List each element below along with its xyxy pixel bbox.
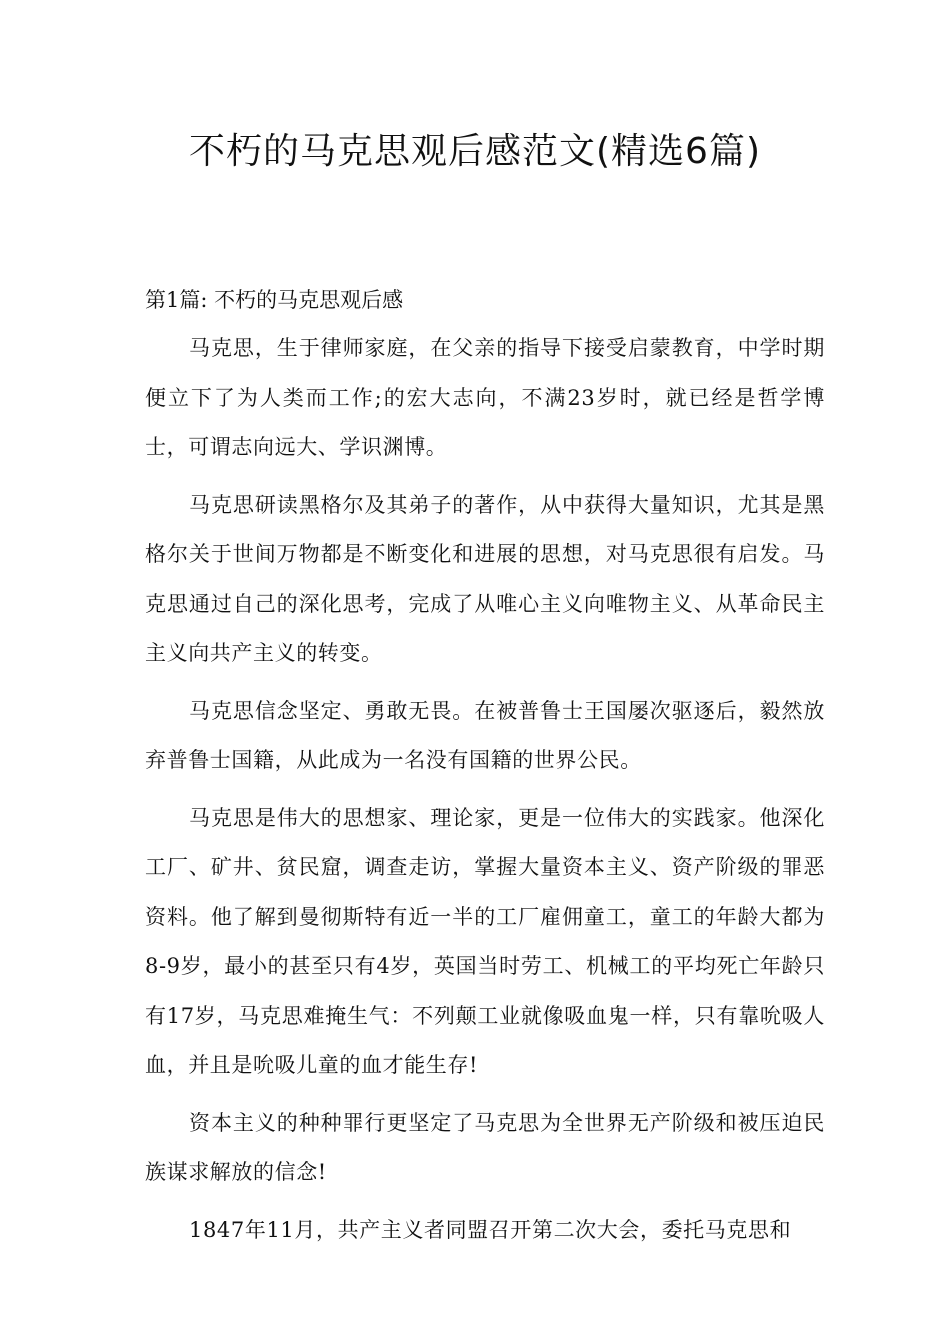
document-body <box>145 284 825 1263</box>
paragraph-4: 马克思是伟大的思想家、理论家，更是一位伟大的实践家。他深化工厂、矿井、贫民窟，调查走访，掌握大量资本主义、资产阶级的罪恶资料。他了解到曼彻斯特有近一半的工厂雇佣童工，童工的年龄大都为8-9岁，最小的甚至只有4岁，英国当时劳工、机械工的平均死亡年龄只有17岁，马克思难掩生气：不列颠工业就像吸血鬼一样，只有靠吮吸人血，并且是吮吸儿童的血才能生存! <box>145 805 825 1077</box>
paragraph-5: 资本主义的种种罪行更坚定了马克思为全世界无产阶级和被压迫民族谋求解放的信念! <box>145 1110 825 1184</box>
paragraph-2: 马克思研读黑格尔及其弟子的著作，从中获得大量知识，尤其是黑格尔关于世间万物都是不断变化和进展的思想，对马克思很有启发。马克思通过自己的深化思考，完成了从唯心主义向唯物主义、从革命民主主义向共产主义的转变。 <box>145 492 825 665</box>
document-title: 不朽的马克思观后感范文(精选6篇) <box>189 131 761 172</box>
paragraph-3: 马克思信念坚定、勇敢无畏。在被普鲁士王国屡次驱逐后，毅然放弃普鲁士国籍，从此成为一名没有国籍的世界公民。 <box>145 698 825 772</box>
paragraph-6: 1847年11月，共产主义者同盟召开第二次大会，委托马克思和 <box>189 1217 792 1242</box>
section-heading: 第1篇: 不朽的马克思观后感 <box>145 288 404 312</box>
paragraph-1: 马克思，生于律师家庭，在父亲的指导下接受启蒙教育，中学时期便立下了为人类而工作;的宏大志向，不满23岁时，就已经是哲学博士，可谓志向远大、学识渊博。 <box>145 336 825 459</box>
